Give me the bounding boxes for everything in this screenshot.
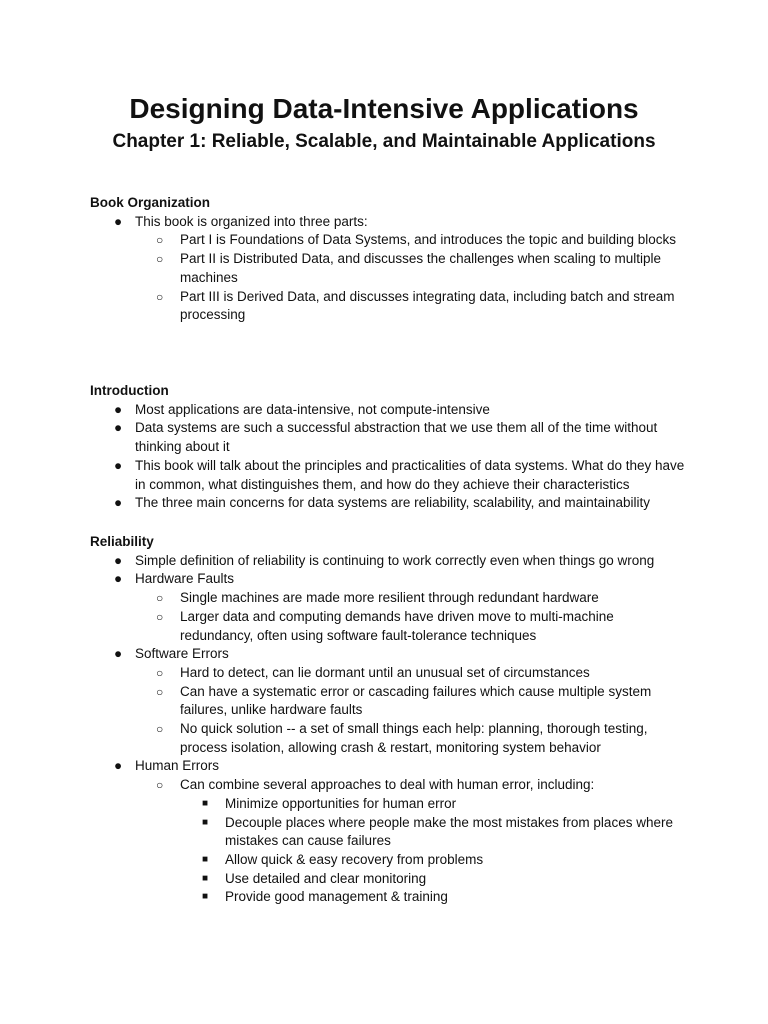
list-item-text: Hardware Faults [135,571,235,587]
bullet-circle-icon: ○ [156,289,164,304]
section-reliability [90,533,690,907]
list-item [90,757,690,907]
sub-list-item-text: No quick solution -- a set of small things each help: planning, thorough testing, process isolation, allowing crash & restart, monitoring system behavior [180,721,648,755]
list-item-text: Simple definition of reliability is continuing to work correctly even when things go wrong [135,552,655,568]
bullet-circle-icon: ○ [156,684,164,699]
list-item-text: Software Errors [135,646,229,662]
bullet-circle-icon: ○ [156,252,164,267]
bullet-list [90,401,690,513]
bullet-circle-icon: ○ [156,665,164,680]
sub-sub-list-item-text: Decouple places where people make the most mistakes from places where mistakes can cause failures [225,814,673,849]
list-item-text: The three main concerns for data systems are reliability, scalability, and maintainability [135,495,650,511]
sub-list [135,664,690,758]
sub-list [135,776,690,907]
sub-list-item [135,589,690,608]
sub-list-item-text: Can have a systematic error or cascading failures which cause multiple system failures, unlike hardware faults [180,683,652,718]
sub-list-item [135,664,690,683]
sub-sub-list-item-text: Provide good management & training [225,889,448,905]
bullet-circle-icon: ○ [156,778,164,793]
list-item [90,457,690,494]
sub-sub-list-item [180,870,690,889]
sub-sub-list-item [180,851,690,870]
bullet-circle-icon: ○ [156,233,164,248]
sub-list-item [135,288,690,325]
sub-list-item [135,720,690,757]
section-heading: Reliability [90,534,154,549]
sub-sub-list-item [180,814,690,851]
bullet-square-icon: ■ [202,872,209,884]
sub-list [135,589,690,645]
bullet-square-icon: ■ [202,891,209,903]
bullet-circle-icon: ○ [156,722,164,737]
list-item-text: This book is organized into three parts: [135,213,368,229]
section-book-organization [90,194,690,325]
bullet-dot-icon: ● [114,646,123,662]
bullet-dot-icon: ● [114,401,123,417]
bullet-dot-icon: ● [114,495,123,511]
section-heading: Book Organization [90,195,211,210]
sub-list [135,231,690,325]
list-item-text: Data systems are such a successful abstraction that we use them all of the time without thinking about it [135,420,658,455]
section-heading: Introduction [90,383,169,398]
sub-list-item-text: Part II is Distributed Data, and discusses the challenges when scaling to multiple machines [180,251,661,285]
bullet-square-icon: ■ [202,853,209,865]
bullet-dot-icon: ● [114,758,123,774]
bullet-dot-icon: ● [114,213,123,229]
sub-list-item-text: Part III is Derived Data, and discusses integrating data, including batch and stream processing [180,288,675,323]
list-item [90,494,690,513]
sub-list-item-text: Hard to detect, can lie dormant until an unusual set of circumstances [180,664,590,680]
bullet-dot-icon: ● [114,420,123,436]
list-item [90,552,690,571]
bullet-dot-icon: ● [114,571,123,587]
bullet-dot-icon: ● [114,457,123,473]
bullet-square-icon: ■ [202,797,209,809]
sub-sub-list-item-text: Allow quick & easy recovery from problems [225,851,484,867]
sub-sub-list [180,795,690,907]
list-item-text: This book will talk about the principles and practicalities of data systems. What do they have in common, what distinguishes them, and how do they achieve their characteristics [135,457,685,492]
sub-sub-list-item [180,888,690,907]
sub-list-item-text: Larger data and computing demands have driven move to multi-machine redundancy, often using software fault-tolerance techniques [180,608,614,643]
document-title: Designing Data-Intensive Applications [129,93,639,124]
list-item [90,213,690,325]
sub-list-item [135,608,690,645]
sub-list-item-text: Part I is Foundations of Data Systems, and introduces the topic and building blocks [180,232,677,248]
sub-sub-list-item-text: Use detailed and clear monitoring [225,870,427,886]
sub-list-item [135,250,690,287]
list-item [90,570,690,645]
sub-list-item-text: Can combine several approaches to deal with human error, including: [180,777,595,793]
list-item [90,645,690,757]
document-subtitle: Chapter 1: Reliable, Scalable, and Maintainable Applications [112,131,656,152]
bullet-circle-icon: ○ [156,609,164,624]
sub-sub-list-item-text: Minimize opportunities for human error [225,795,457,811]
list-item [90,419,690,456]
sub-sub-list-item [180,795,690,814]
bullet-list [90,213,690,325]
section-introduction [90,382,690,513]
bullet-dot-icon: ● [114,552,123,568]
list-item-text: Human Errors [135,758,220,774]
bullet-circle-icon: ○ [156,591,164,606]
list-item [90,401,690,420]
sub-list-item [135,683,690,720]
bullet-square-icon: ■ [202,816,209,828]
sub-list-item-text: Single machines are made more resilient through redundant hardware [180,590,599,606]
sub-list-item [135,231,690,250]
list-item-text: Most applications are data-intensive, not compute-intensive [135,401,490,417]
bullet-list [90,552,690,907]
sub-list-item [135,776,690,907]
